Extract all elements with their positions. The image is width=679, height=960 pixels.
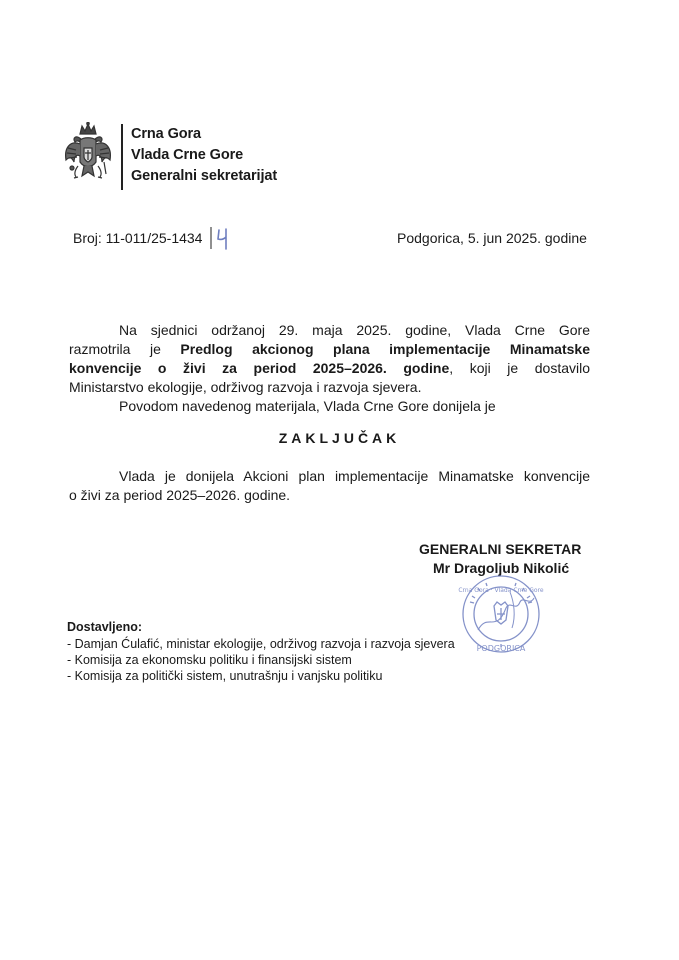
body-line: razmotrila je Predlog akcionog plana implementacije Minamatske [69,341,590,357]
document-body [69,321,590,416]
conclusion-line: o živi za period 2025–2026. godine. [69,487,291,503]
conclusion-line: Vlada je donijela Akcioni plan implementacije Minamatske konvencije [119,468,590,484]
distribution-list [67,636,455,684]
handwritten-suffix [208,225,232,251]
list-item: - Komisija za politički sistem, unutrašnju i vanjsku politiku [67,669,383,683]
list-item: - Damjan Ćulafić, ministar ekologije, održivog razvoja i razvoja sjevera [67,637,455,651]
body-line: Ministarstvo ekologije, održivog razvoja i razvoja sjevera. [69,379,422,395]
signatory-title: GENERALNI SEKRETAR [419,541,582,557]
stamp-text: Crna Gora · Vlada Crne Gore [458,587,544,594]
body-line: konvencije o živi za period 2025–2026. godine, koji je dostavilo [69,360,590,376]
resolution-title: Predlog akcionog plana implementacije Minamatske [180,341,590,357]
body-line: Povodom navedenog materijala, Vlada Crne Gore donijela je [119,398,496,414]
header-government: Vlada Crne Gore [131,147,244,163]
signatory-name: Mr Dragoljub Nikolić [433,560,570,576]
stamp-city: PODGORICA [476,644,526,653]
official-stamp-icon [448,572,554,656]
reference-number: Broj: 11-011/25-1434 [73,230,203,246]
place-and-date: Podgorica, 5. jun 2025. godine [397,230,587,246]
header-divider [121,124,123,190]
distribution-title: Dostavljeno: [67,620,143,634]
resolution-title-cont: konvencije o živi za period 2025–2026. godine [69,360,450,376]
list-item: - Komisija za ekonomsku politiku i finansijski sistem [67,653,352,667]
conclusion-text [69,467,590,505]
header-secretariat: Generalni sekretarijat [131,168,278,184]
conclusion-heading: ZAKLJUČAK [278,430,401,446]
header-country: Crna Gora [131,126,202,142]
body-line: Na sjednici održanoj 29. maja 2025. godine, Vlada Crne Gore [119,322,590,338]
coat-of-arms-icon [62,122,114,186]
